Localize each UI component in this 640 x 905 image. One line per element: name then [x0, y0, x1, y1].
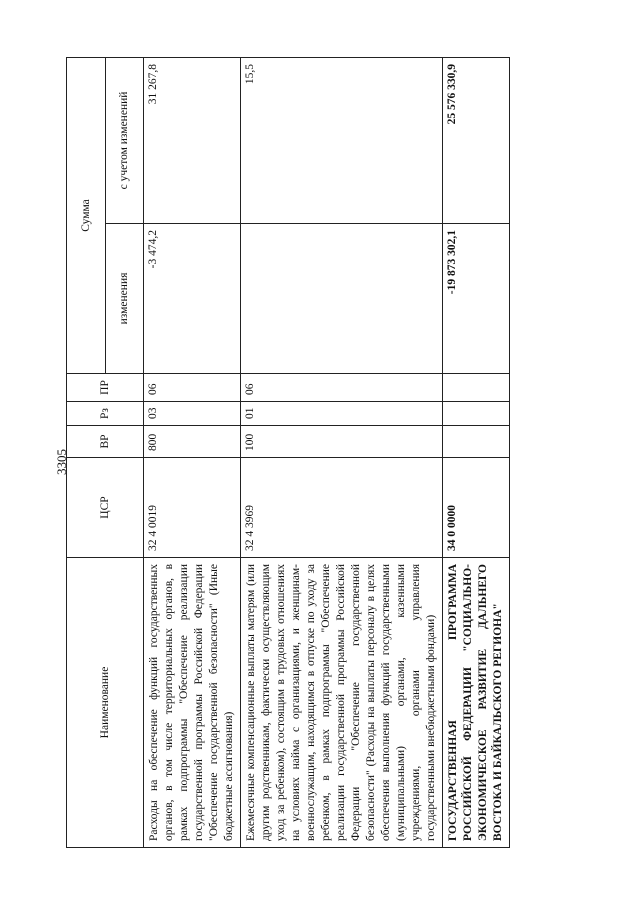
row-total: 25 576 330,9	[443, 57, 510, 223]
row-change: -19 873 302,1	[443, 224, 510, 374]
row-change	[241, 224, 443, 374]
budget-table	[66, 57, 510, 848]
row-name: Ежемесячные компенсационные выплаты матерям (или другим родственникам, фактически осуществляющим уход за ребенком), состоящим в трудовых отношениях на условиях найма с организациями, и женщинам-военнослужащим, находящимся в отпуске по уходу за ребенком, в рамках подпрограммы "Обеспечение реализации государственной программы Российской Федерации "Обеспечение государственной безопасности" (Расходы на выплаты персоналу в целях обеспечения выполнения функций государственными (муниципальными) органами, казенными учреждениями, органами управления государственными внебюджетными фондами)	[241, 558, 443, 848]
table-row	[443, 57, 510, 847]
table-header	[67, 57, 144, 847]
row-rz: 03	[144, 402, 241, 426]
row-pr: 06	[144, 374, 241, 402]
row-rz: 01	[241, 402, 443, 426]
row-csr: 32 4 3969	[241, 458, 443, 558]
row-pr: 06	[241, 374, 443, 402]
row-change: -3 474,2	[144, 224, 241, 374]
budget-table-sheet	[66, 58, 609, 848]
table-row	[241, 57, 443, 847]
header-pr: ПР	[67, 374, 144, 402]
header-name: Наименование	[67, 558, 144, 848]
row-vr: 100	[241, 426, 443, 458]
header-change: изменения	[105, 224, 144, 374]
page-number: 3305	[54, 449, 69, 475]
header-sum: Сумма	[67, 57, 106, 373]
header-csr: ЦСР	[67, 458, 144, 558]
header-vr: ВР	[67, 426, 144, 458]
header-rz: Рз	[67, 402, 144, 426]
row-csr: 32 4 0019	[144, 458, 241, 558]
row-vr	[443, 426, 510, 458]
row-name: Расходы на обеспечение функций государственных органов, в том числе территориальных органов, в рамках подпрограммы "Обеспечение реализации государственной программы Российской Федерации "Обеспечение государственной безопасности" (Иные бюджетные ассигнования)	[144, 558, 241, 848]
row-total: 31 267,8	[144, 57, 241, 223]
row-total: 15,5	[241, 57, 443, 223]
row-vr: 800	[144, 426, 241, 458]
header-with-change: с учетом изменений	[105, 57, 144, 223]
row-pr	[443, 374, 510, 402]
row-name: ГОСУДАРСТВЕННАЯ ПРОГРАММА РОССИЙСКОЙ ФЕДЕРАЦИИ "СОЦИАЛЬНО-ЭКОНОМИЧЕСКОЕ РАЗВИТИЕ ДАЛЬНЕГО ВОСТОКА И БАЙКАЛЬСКОГО РЕГИОНА"	[443, 558, 510, 848]
table-row	[144, 57, 241, 847]
row-rz	[443, 402, 510, 426]
row-csr: 34 0 0000	[443, 458, 510, 558]
